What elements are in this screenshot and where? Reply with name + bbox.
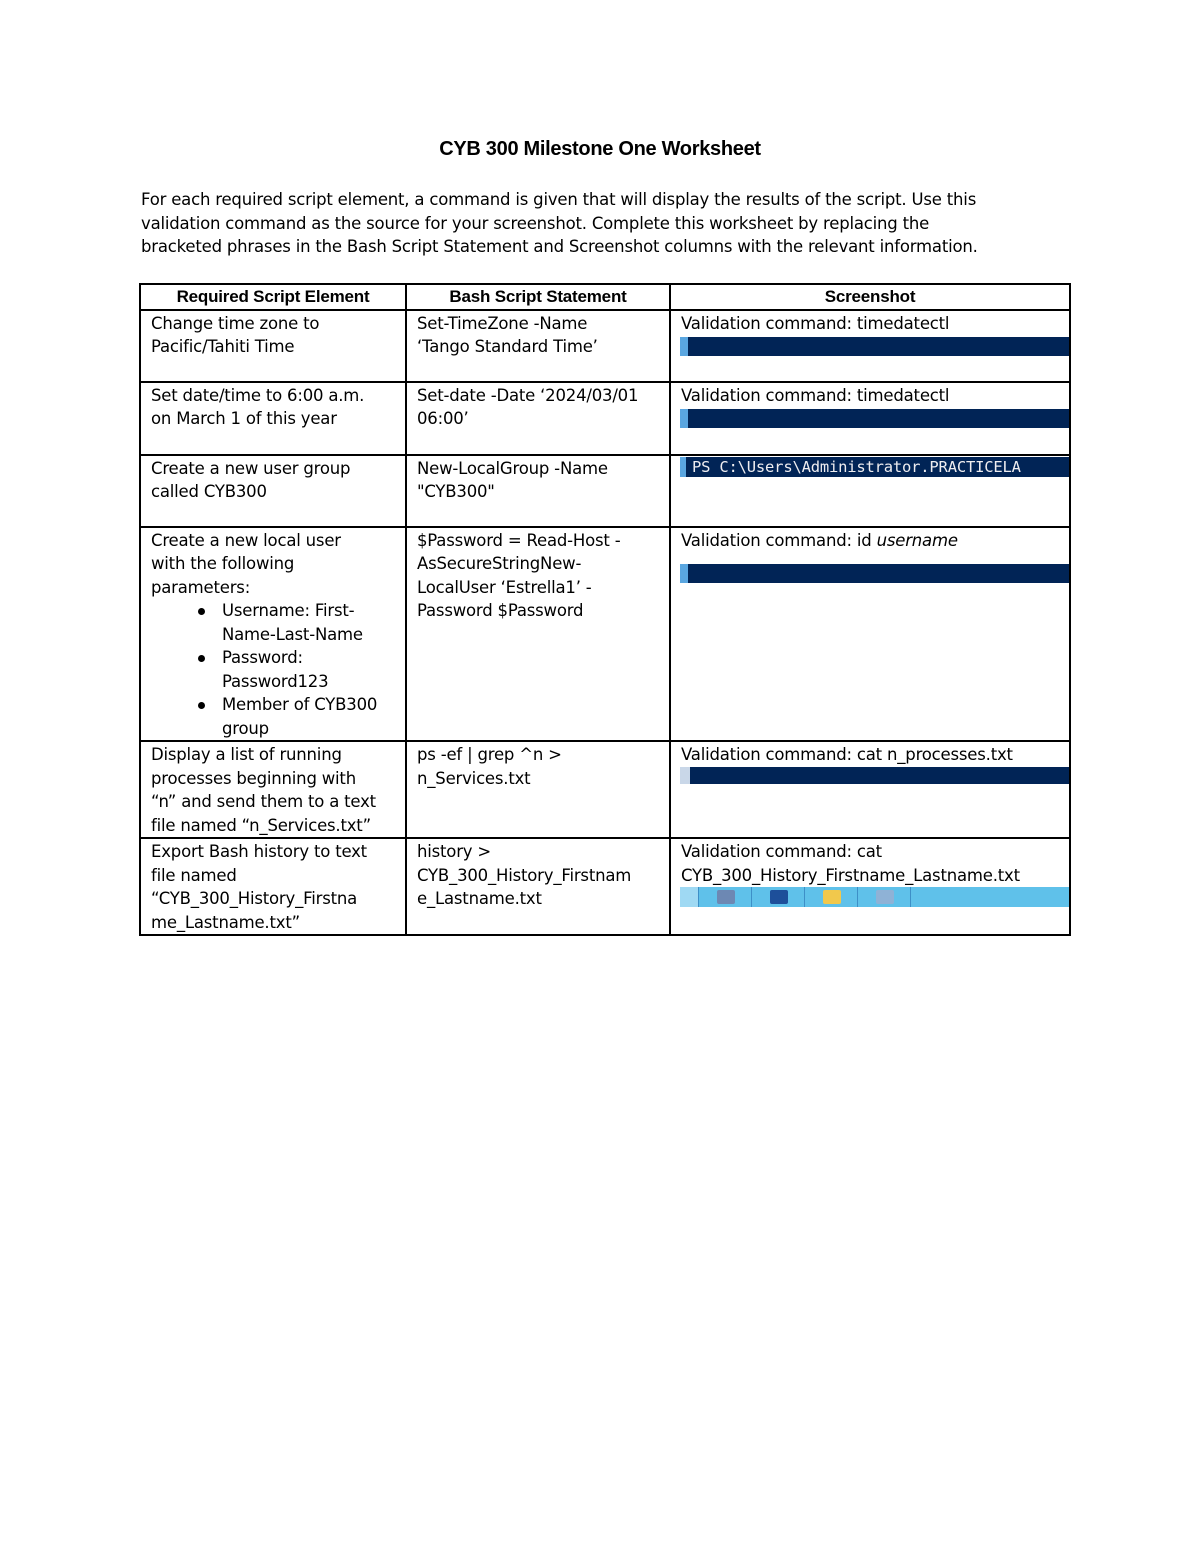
screenshot-cell xyxy=(670,382,1070,455)
statement-cell: New-LocalGroup -Name "CYB300" xyxy=(406,455,670,527)
list-item: Password: Password123 xyxy=(195,646,396,693)
statement-cell: history > CYB_300_History_Firstnam e_Lastname.txt xyxy=(406,838,670,935)
screenshot-cell xyxy=(670,310,1070,382)
intro-line: validation command as the source for your screenshot. Complete this worksheet by replacing the xyxy=(141,213,930,233)
element-cell: Change time zone to Pacific/Tahiti Time xyxy=(140,310,406,382)
validation-command: Validation command: cat xyxy=(681,842,882,861)
screenshot-cell xyxy=(670,741,1070,838)
header-screenshot: Screenshot xyxy=(670,284,1070,310)
screenshot-console-strip xyxy=(680,564,1069,583)
table-row xyxy=(140,527,1070,742)
element-cell: Export Bash history to text file named “CYB_300_History_Firstna me_Lastname.txt” xyxy=(140,838,406,935)
table-row xyxy=(140,310,1070,382)
table-row xyxy=(140,455,1070,527)
screenshot-cell xyxy=(670,838,1070,935)
screenshot-console-strip xyxy=(680,337,1069,356)
powershell-icon xyxy=(752,887,805,907)
header-required-element: Required Script Element xyxy=(140,284,406,310)
element-cell: Set date/time to 6:00 a.m. on March 1 of this year xyxy=(140,382,406,455)
parameter-list xyxy=(151,599,396,740)
screenshot-cell xyxy=(670,527,1070,742)
windows-taskbar-strip xyxy=(680,887,1069,907)
element-cell: Display a list of running processes beginning with “n” and send them to a text file named “n_Services.txt” xyxy=(140,741,406,838)
intro-line: For each required script element, a command is given that will display the results of the script. Use this xyxy=(141,190,977,209)
intro-line: bracketed phrases in the Bash Script Statement and Screenshot columns with the relevant information. xyxy=(141,237,978,256)
statement-cell: Set-TimeZone -Name ‘Tango Standard Time’ xyxy=(406,310,670,382)
header-bash-statement: Bash Script Statement xyxy=(406,284,670,310)
element-cell: Create a new user group called CYB300 xyxy=(140,455,406,527)
validation-command: Validation command: timedatectl xyxy=(681,385,950,405)
validation-command: Validation command: timedatectl xyxy=(681,313,950,333)
screenshot-cell xyxy=(670,455,1070,527)
validation-command: CYB_300_History_Firstname_Lastname.txt xyxy=(681,865,1020,885)
table-row xyxy=(140,838,1070,935)
page-title: CYB 300 Milestone One Worksheet xyxy=(439,138,761,160)
screenshot-console-strip xyxy=(680,409,1069,428)
statement-cell: Set-date -Date ‘2024/03/01 06:00’ xyxy=(406,382,670,455)
list-item: Member of CYB300 group xyxy=(195,693,396,740)
statement-cell: ps -ef | grep ^n > n_Services.txt xyxy=(406,741,670,838)
worksheet-table xyxy=(139,283,1071,936)
table-row xyxy=(140,741,1070,838)
validation-command: Validation command: id username xyxy=(681,530,958,550)
app-icon xyxy=(858,887,911,907)
folder-icon xyxy=(805,887,858,907)
powershell-console-strip: PS C:\Users\Administrator.PRACTICELA xyxy=(680,457,1069,477)
explorer-icon xyxy=(699,887,752,907)
table-header-row xyxy=(140,284,1070,310)
taskbar-start-edge xyxy=(680,887,699,907)
intro-paragraph xyxy=(141,188,1071,259)
table-row xyxy=(140,382,1070,455)
statement-cell: $Password = Read-Host - AsSecureStringNew- LocalUser ‘Estrella1’ - Password $Password xyxy=(406,527,670,742)
element-cell: Create a new local user with the following parameters: Username: First-Name-Last-Name Password: Password123 Member of CYB300 group xyxy=(140,527,406,742)
screenshot-console-strip xyxy=(680,767,1069,784)
list-item: Username: First-Name-Last-Name xyxy=(195,599,396,646)
validation-command: Validation command: cat n_processes.txt xyxy=(681,745,1013,764)
